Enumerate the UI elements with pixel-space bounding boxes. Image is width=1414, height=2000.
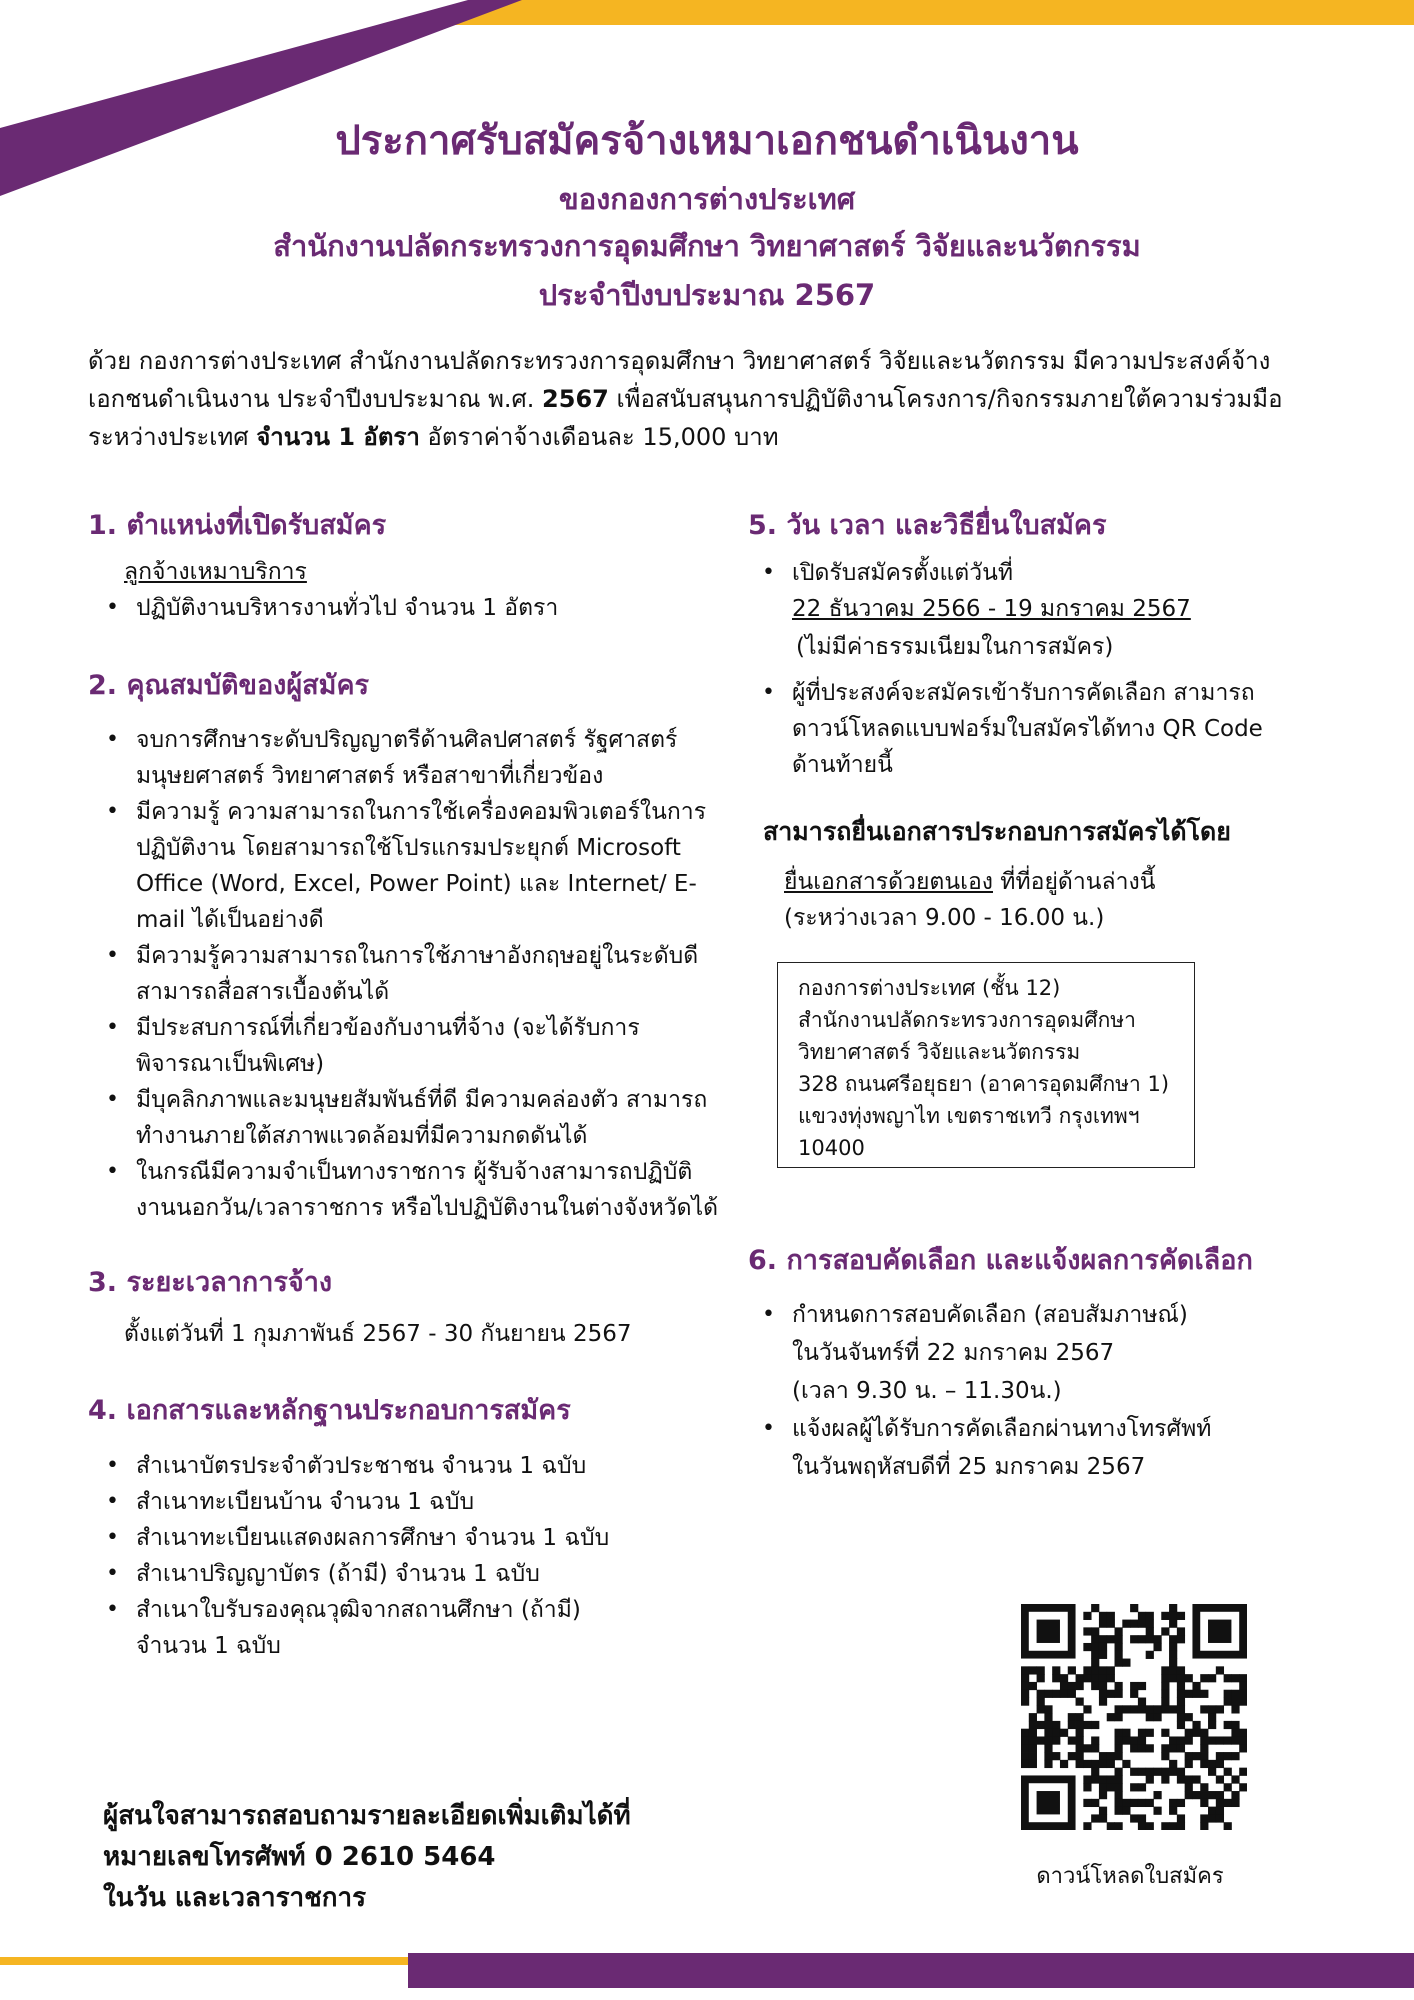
bottom-decoration [0,1940,1414,2000]
exam-line: • กำหนดการสอบคัดเลือก (สอบสัมภาษณ์) [792,1302,1188,1328]
list-item [752,1296,1312,1410]
section-1-subtitle: ลูกจ้างเหมาบริการ [124,559,307,585]
section-4-title: 4. เอกสารและหลักฐานประกอบการสมัคร [88,1395,571,1426]
intro-year: 2567 [542,385,609,413]
page-subtitle-office: สำนักงานปลัดกระทรวงการอุดมศึกษา วิทยาศาสตร์ วิจัยและนวัตกรรม [273,229,1141,263]
list-item: • ในกรณีมีความจำเป็นทางราชการ ผู้รับจ้างสามารถปฏิบัติงานนอกวัน/เวลาราชการ หรือไปปฏิบัติงานในต่างจังหวัดได้ [96,1154,726,1226]
contact-line: ผู้สนใจสามารถสอบถามรายละเอียดเพิ่มเติมได้ที่ [103,1801,631,1831]
submit-hours: (ระหว่างเวลา 9.00 - 16.00 น.) [784,905,1105,931]
result-line: ในวันพฤหัสบดีที่ 25 มกราคม 2567 [792,1454,1146,1480]
intro-salary: อัตราค่าจ้างเดือนละ 15,000 บาท [419,423,779,451]
section-2-body [96,722,726,1226]
section-5-dates: 22 ธันวาคม 2566 - 19 มกราคม 2567 [792,596,1191,622]
section-6-body [752,1296,1312,1486]
section-5-fee-note: (ไม่มีค่าธรรมเนียมในการสมัคร) [796,634,1114,660]
list-item [752,555,1312,665]
intro-text-c: เพื่อสนับสนุนการปฏิบัติงานโครงการ/กิจกรรมภายใต้ความร่วมมือระหว่างประเทศ [88,385,1283,451]
address-line: 328 ถนนศรีอยุธยา (อาคารอุดมศึกษา 1) [798,1072,1170,1096]
section-5-subtitle: สามารถยื่นเอกสารประกอบการสมัครได้โดย [763,817,1231,846]
contact-phone: หมายเลขโทรศัพท์ 0 2610 5464 [103,1842,496,1872]
list-item: • จบการศึกษาระดับปริญญาตรีด้านศิลปศาสตร์ รัฐศาสตร์ มนุษยศาสตร์ วิทยาศาสตร์ หรือสาขาที่เกี่ยวข้อง [96,722,726,794]
section-3-text: ตั้งแต่วันที่ 1 กุมภาพันธ์ 2567 - 30 กันยายน 2567 [124,1321,632,1347]
address-line: กองการต่างประเทศ (ชั้น 12) [798,976,1061,1000]
section-5-open-label: • เปิดรับสมัครตั้งแต่วันที่ [792,560,1014,586]
list-item: • มีความรู้ ความสามารถในการใช้เครื่องคอมพิวเตอร์ในการปฏิบัติงาน โดยสามารถใช้โปรแกรมประยุกต์ Microsoft Office (Word, Excel, Power Point) และ Internet/ E-mail ได้เป็นอย่างดี [96,794,726,938]
list-item: • มีความรู้ความสามารถในการใช้ภาษาอังกฤษอยู่ในระดับดี สามารถสื่อสารเบื้องต้นได้ [96,938,726,1010]
list-item [752,1410,1312,1486]
page-subtitle-fiscal-year: ประจำปีงบประมาณ 2567 [538,278,876,312]
section-4-body [96,1448,716,1664]
list-item: • สำเนาปริญญาบัตร (ถ้ามี) จำนวน 1 ฉบับ [96,1556,716,1592]
list-item: • มีประสบการณ์ที่เกี่ยวข้องกับงานที่จ้าง (จะได้รับการพิจารณาเป็นพิเศษ) [96,1010,726,1082]
section-2-title: 2. คุณสมบัติของผู้สมัคร [88,670,370,701]
list-item: • สำเนาใบรับรองคุณวุฒิจากสถานศึกษา (ถ้ามี) จำนวน 1 ฉบับ [96,1592,636,1664]
list-item: • ผู้ที่ประสงค์จะสมัครเข้ารับการคัดเลือก สามารถดาวน์โหลดแบบฟอร์มใบสมัครได้ทาง QR Code ด้านท้ายนี้ [752,675,1292,783]
section-1-body [96,554,696,626]
section-5-body [752,555,1312,783]
qr-code-icon[interactable] [1021,1604,1247,1830]
address-line: แขวงทุ่งพญาไท เขตราชเทวี กรุงเทพฯ [798,1104,1140,1128]
section-3-title: 3. ระยะเวลาการจ้าง [88,1267,333,1298]
page-subtitle-department: ของกองการต่างประเทศ [558,182,856,216]
intro-positions: จำนวน 1 อัตรา [256,423,420,451]
intro-text-a: ด้วย กองการต่างประเทศ สำนักงานปลัดกระทรวงการอุดมศึกษา วิทยาศาสตร์ วิจัยและนวัตกรรม มีความประสงค์จ้างเอกชนดำเนินงาน ประจำปีงบประมาณ พ.ศ. [88,347,1271,413]
page-title: ประกาศรับสมัครจ้างเหมาเอกชนดำเนินงาน [335,118,1079,164]
address-line: วิทยาศาสตร์ วิจัยและนวัตกรรม [798,1040,1081,1064]
intro-paragraph [88,342,1338,456]
list-item: • ปฏิบัติงานบริหารงานทั่วไป จำนวน 1 อัตรา [96,590,696,626]
section-5-title: 5. วัน เวลา และวิธียื่นใบสมัคร [748,510,1107,541]
list-item: • มีบุคลิกภาพและมนุษยสัมพันธ์ที่ดี มีความคล่องตัว สามารถทำงานภายใต้สภาพแวดล้อมที่มีความกดดันได้ [96,1082,726,1154]
section-5-submit-info [784,864,1155,936]
list-item: • สำเนาทะเบียนแสดงผลการศึกษา จำนวน 1 ฉบับ [96,1520,716,1556]
submit-in-person: ยื่นเอกสารด้วยตนเอง [784,869,993,895]
submit-location-note: ที่ที่อยู่ด้านล่างนี้ [993,869,1156,895]
address-line: 10400 [798,1136,865,1160]
section-6-title: 6. การสอบคัดเลือก และแจ้งผลการคัดเลือก [748,1245,1253,1276]
address-box [777,962,1195,1168]
list-item: • สำเนาบัตรประจำตัวประชาชน จำนวน 1 ฉบับ [96,1448,716,1484]
exam-line: ในวันจันทร์ที่ 22 มกราคม 2567 [792,1340,1115,1366]
qr-caption: ดาวน์โหลดใบสมัคร [1036,1864,1224,1889]
result-line: • แจ้งผลผู้ได้รับการคัดเลือกผ่านทางโทรศัพท์ [792,1416,1212,1442]
contact-info [103,1796,631,1919]
address-line: สำนักงานปลัดกระทรวงการอุดมศึกษา [798,1008,1136,1032]
list-item: • สำเนาทะเบียนบ้าน จำนวน 1 ฉบับ [96,1484,716,1520]
exam-line: (เวลา 9.30 น. – 11.30น.) [792,1378,1062,1404]
section-1-title: 1. ตำแหน่งที่เปิดรับสมัคร [88,510,387,541]
contact-line: ในวัน และเวลาราชการ [103,1883,367,1913]
